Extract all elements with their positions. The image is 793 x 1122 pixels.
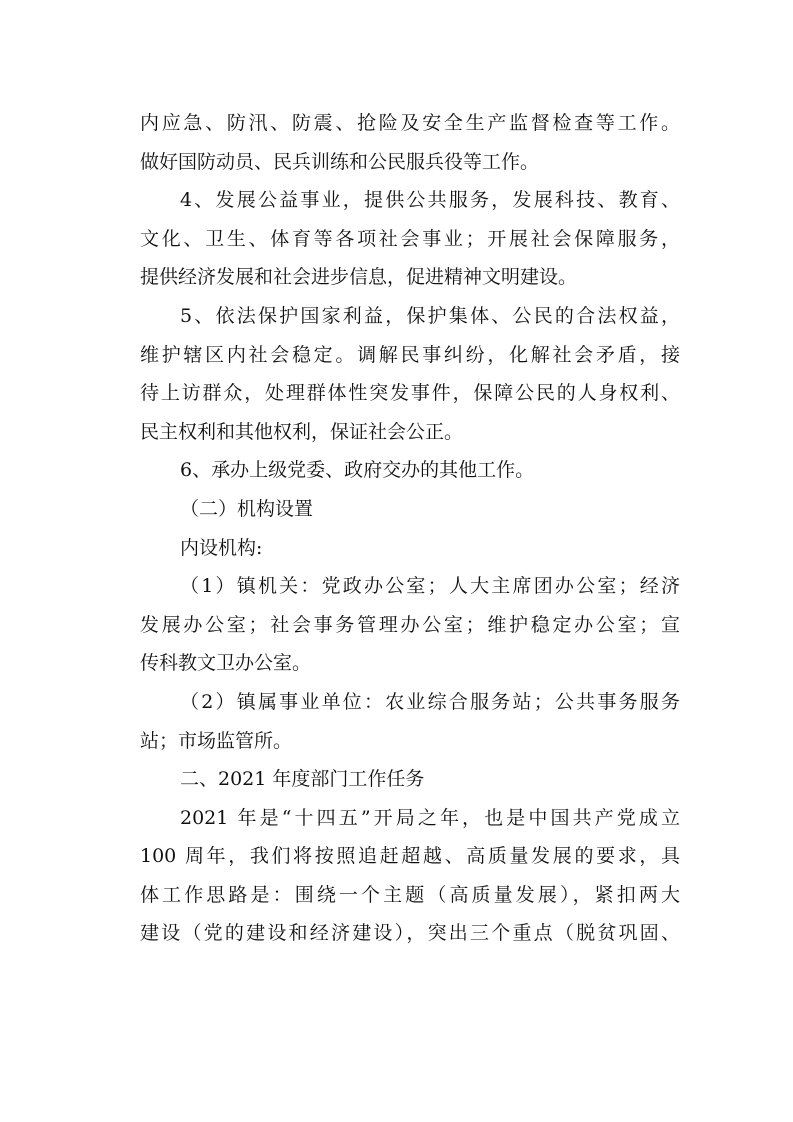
paragraph-line: 待上访群众，处理群体性突发事件，保障公民的人身权利、 (140, 382, 680, 405)
paragraph-line: 文化、卫生、体育等各项社会事业；开展社会保障服务， (140, 227, 680, 250)
paragraph-line: 6、承办上级党委、政府交办的其他工作。 (180, 459, 535, 482)
paragraph-line: 传科教文卫办公室。 (140, 652, 312, 675)
paragraph-line: 4、发展公益事业，提供公共服务，发展科技、教育、 (180, 189, 680, 212)
paragraph-line: 站；市场监管所。 (140, 729, 293, 752)
paragraph-line: 体工作思路是：围绕一个主题（高质量发展），紧扣两大 (140, 883, 680, 906)
paragraph-line: 发展办公室；社会事务管理办公室；维护稳定办公室；宣 (140, 613, 680, 636)
subsection-label: 内设机构: (180, 536, 263, 559)
paragraph-line: （1）镇机关：党政办公室；人大主席团办公室；经济 (180, 575, 680, 598)
paragraph-line: 维护辖区内社会稳定。调解民事纠纷，化解社会矛盾，接 (140, 343, 680, 366)
paragraph-line: 2021 年是“十四五”开局之年，也是中国共产党成立 (180, 806, 680, 829)
paragraph-line: 100 周年，我们将按照追赶超越、高质量发展的要求，具 (140, 845, 680, 868)
section-heading: （二）机构设置 (180, 497, 314, 520)
paragraph-line: 建设（党的建设和经济建设），突出三个重点（脱贫巩固、 (140, 922, 680, 945)
document-body (140, 104, 680, 953)
paragraph-line: 内应急、防汛、防震、抢险及安全生产监督检查等工作。 (140, 112, 680, 134)
paragraph-line: 做好国防动员、民兵训练和公民服兵役等工作。 (140, 150, 540, 173)
paragraph-line: （2）镇属事业单位：农业综合服务站；公共事务服务 (180, 690, 680, 713)
paragraph-line: 民主权利和其他权利，保证社会公正。 (140, 420, 464, 443)
paragraph-line: 5、依法保护国家利益，保护集体、公民的合法权益， (180, 304, 680, 327)
paragraph-line: 提供经济发展和社会进步信息，促进精神文明建设。 (140, 266, 578, 289)
section-heading: 二、2021 年度部门工作任务 (180, 768, 425, 791)
